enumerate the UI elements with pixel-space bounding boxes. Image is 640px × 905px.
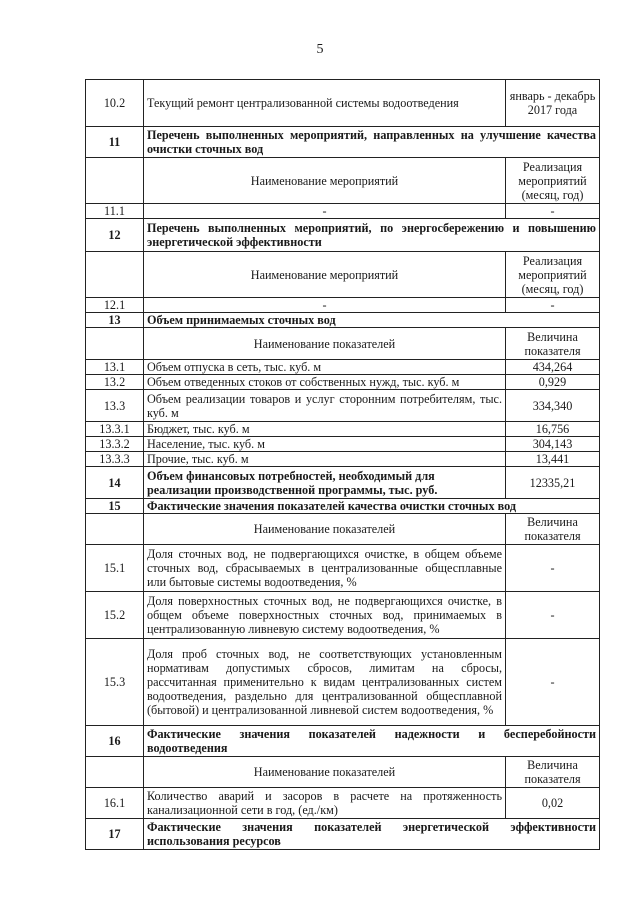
- section-title: Перечень выполненных мероприятий, направленных на улучшение качества очистки сточных вод: [144, 127, 600, 158]
- row-text: Объем реализации товаров и услуг сторонним потребителям, тыс. куб. м: [144, 390, 506, 422]
- row-text: Население, тыс. куб. м: [144, 437, 506, 452]
- column-header-row: [86, 514, 600, 545]
- column-header-name: Наименование мероприятий: [144, 252, 506, 298]
- row-value: -: [506, 545, 600, 592]
- row-number: 13.2: [86, 375, 144, 390]
- table-row-13-3: [86, 390, 600, 422]
- table-row-15-2: [86, 592, 600, 639]
- section-title: Объем принимаемых сточных вод: [144, 313, 600, 328]
- row-text: Бюджет, тыс. куб. м: [144, 422, 506, 437]
- section-number: 15: [86, 499, 144, 514]
- column-header-row: [86, 328, 600, 360]
- column-header-value: Величина показателя: [506, 757, 600, 788]
- row-text: Доля поверхностных сточных вод, не подвергающихся очистке, в общем объеме поверхностных сточных вод, принимаемых в централизованную ливневую систему водоотведения, %: [144, 592, 506, 639]
- column-header-row: [86, 252, 600, 298]
- column-header-value: Величина показателя: [506, 328, 600, 360]
- row-text: Доля проб сточных вод, не соответствующих установленным нормативам допустимых сбросов, лимитам на сбросы, рассчитанная применительно к видам централизованных систем водоотведения, раздельно для централизованной общесплавной (бытовой) и централизованной ливневой систем водоотведения, %: [144, 639, 506, 726]
- column-header-name: Наименование показателей: [144, 757, 506, 788]
- row-text: Доля сточных вод, не подвергающихся очистке, в общем объеме сточных вод, сбрасываемых в централизованные общесплавные или бытовые системы водоотведения, %: [144, 545, 506, 592]
- table-row-12-1: [86, 298, 600, 313]
- row-value: 434,264: [506, 360, 600, 375]
- section-number: 11: [86, 127, 144, 158]
- section-number: 13: [86, 313, 144, 328]
- row-value: 12335,21: [506, 467, 600, 499]
- row-number: 13.3.2: [86, 437, 144, 452]
- section-title: Фактические значения показателей энергетической эффективности использования ресурсов: [144, 819, 600, 850]
- column-header-name: Наименование показателей: [144, 514, 506, 545]
- section-number: 16: [86, 726, 144, 757]
- row-number: 15.2: [86, 592, 144, 639]
- row-number: 11.1: [86, 204, 144, 219]
- row-value: -: [506, 298, 600, 313]
- row-number: 13.3.1: [86, 422, 144, 437]
- section-title: Объем финансовых потребностей, необходимый для реализации производственной программы, тыс. руб.: [144, 467, 506, 499]
- row-number: 12.1: [86, 298, 144, 313]
- column-header-value: Реализация мероприятий (месяц, год): [506, 158, 600, 204]
- column-header-row: [86, 757, 600, 788]
- section-header-17: [86, 819, 600, 850]
- row-value: -: [506, 639, 600, 726]
- row-value: 0,02: [506, 788, 600, 819]
- section-header-14: [86, 467, 600, 499]
- row-value: -: [506, 204, 600, 219]
- section-header-11: [86, 127, 600, 158]
- row-value: январь - декабрь 2017 года: [506, 80, 600, 127]
- row-text: Прочие, тыс. куб. м: [144, 452, 506, 467]
- row-text: Объем отведенных стоков от собственных нужд, тыс. куб. м: [144, 375, 506, 390]
- table-row-16-1: [86, 788, 600, 819]
- row-text: Объем отпуска в сеть, тыс. куб. м: [144, 360, 506, 375]
- row-number: 13.3.3: [86, 452, 144, 467]
- table-row-13-1: [86, 360, 600, 375]
- row-value: 0,929: [506, 375, 600, 390]
- column-header-value: Реализация мероприятий (месяц, год): [506, 252, 600, 298]
- row-value: 13,441: [506, 452, 600, 467]
- section-number: 17: [86, 819, 144, 850]
- row-text: Количество аварий и засоров в расчете на протяженность канализационной сети в год, (ед./км): [144, 788, 506, 819]
- row-number: 10.2: [86, 80, 144, 127]
- table-row-13-3-1: [86, 422, 600, 437]
- row-text: -: [144, 204, 506, 219]
- section-header-16: [86, 726, 600, 757]
- section-header-12: [86, 219, 600, 252]
- row-value: 334,340: [506, 390, 600, 422]
- section-header-15: [86, 499, 600, 514]
- row-number: 16.1: [86, 788, 144, 819]
- row-text: Текущий ремонт централизованной системы водоотведения: [144, 80, 506, 127]
- row-text: -: [144, 298, 506, 313]
- section-title: Перечень выполненных мероприятий, по энергосбережению и повышению энергетической эффективности: [144, 219, 600, 252]
- column-header-value: Величина показателя: [506, 514, 600, 545]
- row-number: 15.3: [86, 639, 144, 726]
- table-row-15-1: [86, 545, 600, 592]
- table-row-13-2: [86, 375, 600, 390]
- row-value: 16,756: [506, 422, 600, 437]
- column-header-name: Наименование мероприятий: [144, 158, 506, 204]
- row-value: -: [506, 592, 600, 639]
- table-row-13-3-3: [86, 452, 600, 467]
- column-header-name: Наименование показателей: [144, 328, 506, 360]
- section-header-13: [86, 313, 600, 328]
- table-row-13-3-2: [86, 437, 600, 452]
- page-number: 5: [316, 42, 324, 57]
- row-value: 304,143: [506, 437, 600, 452]
- table-row-10-2: [86, 80, 600, 127]
- table-row-15-3: [86, 639, 600, 726]
- row-number: 13.1: [86, 360, 144, 375]
- section-number: 12: [86, 219, 144, 252]
- section-title: Фактические значения показателей надежности и бесперебойности водоотведения: [144, 726, 600, 757]
- section-number: 14: [86, 467, 144, 499]
- column-header-row: [86, 158, 600, 204]
- row-number: 13.3: [86, 390, 144, 422]
- production-program-table: [85, 79, 600, 850]
- section-title: Фактические значения показателей качества очистки сточных вод: [144, 499, 600, 514]
- row-number: 15.1: [86, 545, 144, 592]
- table-row-11-1: [86, 204, 600, 219]
